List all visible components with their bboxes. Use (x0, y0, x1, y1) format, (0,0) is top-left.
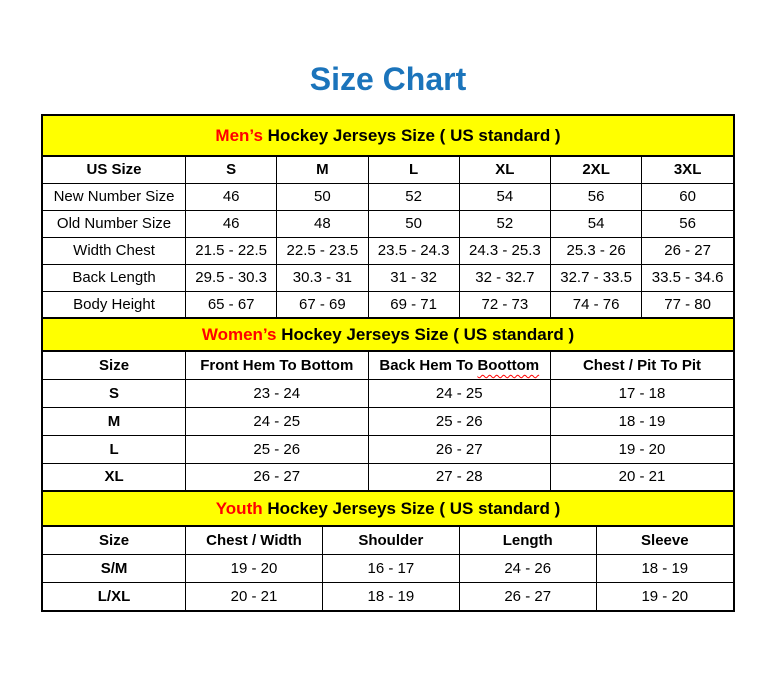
row-label: Old Number Size (43, 210, 186, 237)
table-row (43, 435, 733, 463)
mens-banner-highlight: Men’s (215, 125, 263, 145)
size-value-cell: 33.5 - 34.6 (642, 264, 733, 291)
size-chart-tables (41, 114, 735, 612)
womens-banner-title (43, 319, 733, 351)
column-header: 2XL (550, 156, 641, 183)
size-value-cell: 48 (277, 210, 368, 237)
row-label: L (43, 435, 186, 463)
size-value-cell: 19 - 20 (550, 435, 733, 463)
column-header: 3XL (642, 156, 733, 183)
column-header: Shoulder (322, 526, 459, 554)
column-header: M (277, 156, 368, 183)
size-value-cell: 16 - 17 (322, 554, 459, 582)
table-row (43, 210, 733, 237)
mens-banner-rest: Hockey Jerseys Size ( US standard ) (262, 125, 561, 145)
table-row (43, 237, 733, 264)
womens-header-row (43, 351, 733, 379)
size-value-cell: 23.5 - 24.3 (368, 237, 459, 264)
column-header: L (368, 156, 459, 183)
column-header: Sleeve (596, 526, 733, 554)
size-value-cell: 46 (186, 210, 277, 237)
size-value-cell: 21.5 - 22.5 (186, 237, 277, 264)
size-value-cell: 26 - 27 (459, 582, 596, 610)
size-value-cell: 56 (550, 183, 641, 210)
size-value-cell: 74 - 76 (550, 291, 641, 318)
column-header-text: Back Hem To (379, 356, 478, 374)
youth-banner-title (43, 492, 733, 526)
column-header: Size (43, 526, 186, 554)
size-value-cell: 22.5 - 23.5 (277, 237, 368, 264)
page-title: Size Chart (309, 61, 467, 97)
size-value-cell: 18 - 19 (322, 582, 459, 610)
column-header: Length (459, 526, 596, 554)
size-value-cell: 27 - 28 (368, 463, 550, 491)
size-value-cell: 23 - 24 (186, 379, 368, 407)
column-header: Chest / Pit To Pit (550, 351, 733, 379)
size-value-cell: 25.3 - 26 (550, 237, 641, 264)
table-row (43, 582, 733, 610)
table-row (43, 407, 733, 435)
row-label: XL (43, 463, 186, 491)
size-value-cell: 72 - 73 (459, 291, 550, 318)
size-value-cell: 17 - 18 (550, 379, 733, 407)
size-value-cell: 32 - 32.7 (459, 264, 550, 291)
size-value-cell: 26 - 27 (642, 237, 733, 264)
size-value-cell: 77 - 80 (642, 291, 733, 318)
size-value-cell: 20 - 21 (550, 463, 733, 491)
column-header: Chest / Width (186, 526, 323, 554)
column-header: XL (459, 156, 550, 183)
youth-banner-highlight: Youth (215, 498, 263, 518)
size-value-cell: 18 - 19 (550, 407, 733, 435)
mens-banner-row (43, 116, 733, 156)
column-header: Size (43, 351, 186, 379)
column-header: Front Hem To Bottom (186, 351, 368, 379)
size-value-cell: 24 - 25 (368, 379, 550, 407)
column-header: S (186, 156, 277, 183)
size-value-cell: 65 - 67 (186, 291, 277, 318)
size-value-cell: 50 (368, 210, 459, 237)
size-value-cell: 19 - 20 (186, 554, 323, 582)
row-label: M (43, 407, 186, 435)
row-label: Width Chest (43, 237, 186, 264)
size-value-cell: 46 (186, 183, 277, 210)
youth-banner-row (43, 492, 733, 526)
youth-header-row (43, 526, 733, 554)
row-label: S (43, 379, 186, 407)
size-value-cell: 31 - 32 (368, 264, 459, 291)
size-value-cell: 26 - 27 (186, 463, 368, 491)
size-value-cell: 24 - 25 (186, 407, 368, 435)
womens-banner-rest: Hockey Jerseys Size ( US standard ) (276, 324, 575, 344)
table-row (43, 379, 733, 407)
size-value-cell: 29.5 - 30.3 (186, 264, 277, 291)
row-label: Back Length (43, 264, 186, 291)
womens-banner-highlight: Women’s (201, 324, 277, 344)
size-value-cell: 52 (368, 183, 459, 210)
size-value-cell: 18 - 19 (596, 554, 733, 582)
size-value-cell: 52 (459, 210, 550, 237)
size-value-cell: 24 - 26 (459, 554, 596, 582)
size-value-cell: 19 - 20 (596, 582, 733, 610)
table-row (43, 264, 733, 291)
table-row (43, 291, 733, 318)
womens-size-table (43, 319, 733, 492)
misspelled-word: Boottom (477, 356, 540, 374)
size-value-cell: 54 (459, 183, 550, 210)
column-header: US Size (43, 156, 186, 183)
youth-banner-rest: Hockey Jerseys Size ( US standard ) (262, 498, 561, 518)
womens-banner-row (43, 319, 733, 351)
row-label: S/M (43, 554, 186, 582)
table-row (43, 554, 733, 582)
table-row (43, 183, 733, 210)
size-value-cell: 26 - 27 (368, 435, 550, 463)
column-header (368, 351, 550, 379)
mens-banner-title (43, 116, 733, 156)
size-value-cell: 54 (550, 210, 641, 237)
youth-size-table (43, 492, 733, 610)
size-value-cell: 69 - 71 (368, 291, 459, 318)
table-row (43, 463, 733, 491)
size-value-cell: 24.3 - 25.3 (459, 237, 550, 264)
row-label: L/XL (43, 582, 186, 610)
size-value-cell: 60 (642, 183, 733, 210)
size-value-cell: 56 (642, 210, 733, 237)
row-label: New Number Size (43, 183, 186, 210)
size-value-cell: 67 - 69 (277, 291, 368, 318)
size-value-cell: 32.7 - 33.5 (550, 264, 641, 291)
size-value-cell: 25 - 26 (368, 407, 550, 435)
size-value-cell: 30.3 - 31 (277, 264, 368, 291)
row-label: Body Height (43, 291, 186, 318)
size-value-cell: 25 - 26 (186, 435, 368, 463)
mens-header-row (43, 156, 733, 183)
size-value-cell: 50 (277, 183, 368, 210)
size-value-cell: 20 - 21 (186, 582, 323, 610)
mens-size-table (43, 116, 733, 319)
